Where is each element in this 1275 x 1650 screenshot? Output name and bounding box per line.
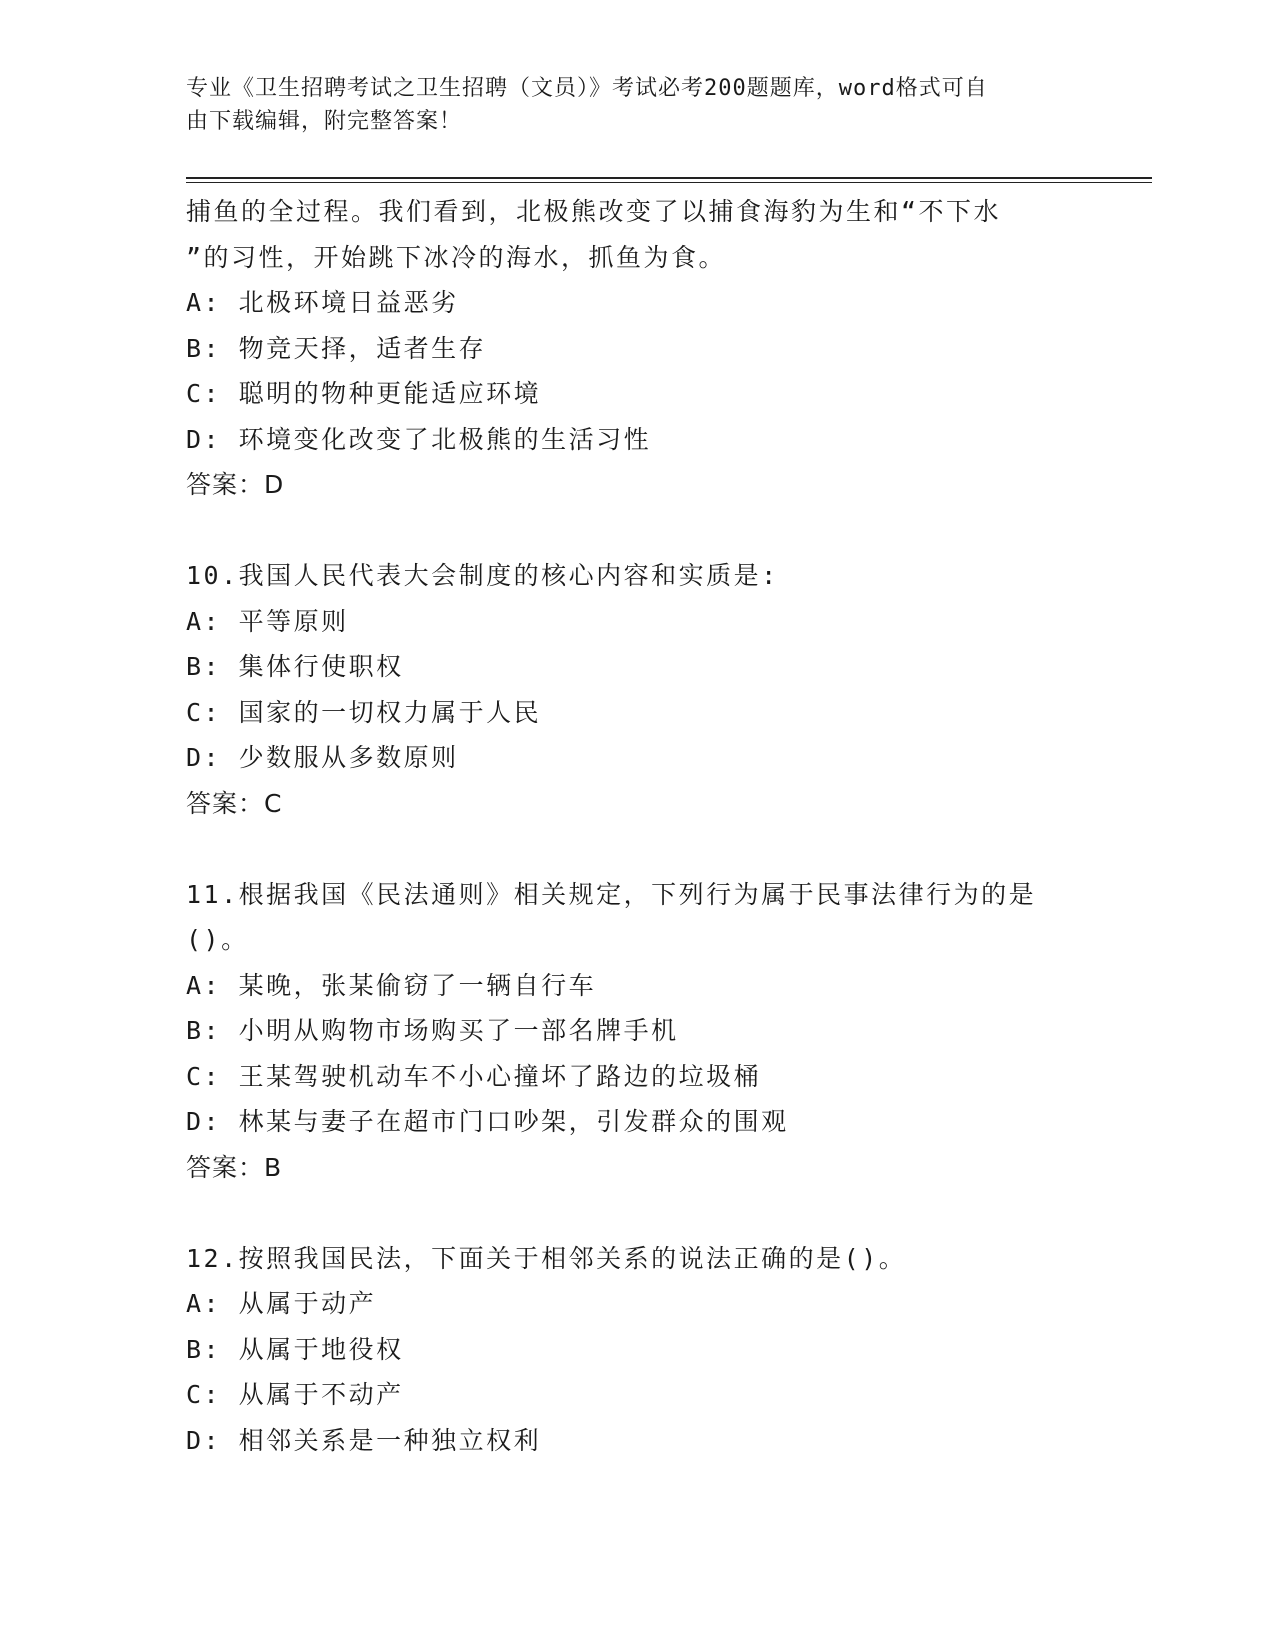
document-header xyxy=(186,72,1066,138)
answer-line: 答案：D xyxy=(186,470,285,499)
option-b: B: 小明从购物市场购买了一部名牌手机 xyxy=(186,1016,679,1045)
question-stem-line: ”的习性，开始跳下冰冷的海水，抓鱼为食。 xyxy=(186,242,727,272)
option-a: A: 从属于动产 xyxy=(186,1289,377,1318)
spacer xyxy=(186,1190,1086,1236)
question-stem: 12.按照我国民法，下面关于相邻关系的说法正确的是()。 xyxy=(186,1243,907,1273)
option-d: D: 林某与妻子在超市门口吵架，引发群众的围观 xyxy=(186,1107,789,1136)
option-d: D: 少数服从多数原则 xyxy=(186,743,459,772)
question-stem-line: 11.根据我国《民法通则》相关规定，下列行为属于民事法律行为的是 xyxy=(186,879,1037,909)
option-b: B: 物竞天择，适者生存 xyxy=(186,333,487,363)
option-c: C: 聪明的物种更能适应环境 xyxy=(186,379,542,408)
spacer xyxy=(186,508,1086,554)
question-stem: 10.我国人民代表大会制度的核心内容和实质是: xyxy=(186,561,779,590)
question-stem-line: 捕鱼的全过程。我们看到，北极熊改变了以捕食海豹为生和“不下水 xyxy=(186,197,1002,226)
header-line-1: 专业《卫生招聘考试之卫生招聘（文员）》考试必考200题题库，word格式可自 xyxy=(186,76,988,101)
header-line-2: 由下载编辑，附完整答案！ xyxy=(186,109,463,134)
question-9-continued xyxy=(186,189,1086,508)
option-d: D: 环境变化改变了北极熊的生活习性 xyxy=(186,424,652,454)
option-c: C: 国家的一切权力属于人民 xyxy=(186,697,542,727)
spacer xyxy=(186,826,1086,872)
option-a: A: 北极环境日益恶劣 xyxy=(186,288,459,317)
option-d: D: 相邻关系是一种独立权利 xyxy=(186,1425,542,1455)
answer-line: 答案：C xyxy=(186,788,283,818)
question-12 xyxy=(186,1236,1086,1464)
question-11 xyxy=(186,872,1086,1191)
answer-line: 答案：B xyxy=(186,1152,283,1182)
header-rule-thick xyxy=(186,177,1152,179)
option-a: A: 平等原则 xyxy=(186,606,349,636)
option-a: A: 某晚，张某偷窃了一辆自行车 xyxy=(186,970,597,1000)
option-c: C: 王某驾驶机动车不小心撞坏了路边的垃圾桶 xyxy=(186,1061,762,1091)
question-content xyxy=(186,189,1086,1463)
header-rule-thin xyxy=(186,182,1152,183)
option-c: C: 从属于不动产 xyxy=(186,1380,404,1409)
question-stem-line: ()。 xyxy=(186,925,249,954)
option-b: B: 集体行使职权 xyxy=(186,652,404,681)
question-10 xyxy=(186,553,1086,826)
option-b: B: 从属于地役权 xyxy=(186,1334,404,1364)
